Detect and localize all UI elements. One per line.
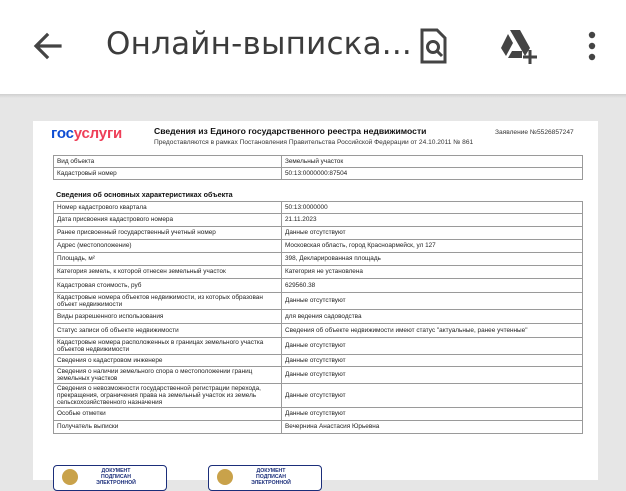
row-label: Вид объекта (54, 156, 282, 168)
row-value: 50:13:0000000:87504 (282, 168, 583, 180)
row-value: Категория не установлена (282, 266, 583, 279)
stamp-text: ДОКУМЕНТ ПОДПИСАН ЭЛЕКТРОННОЙ (96, 468, 136, 486)
row-value: Земельный участок (282, 156, 583, 168)
row-label: Особые отметки (54, 408, 282, 421)
back-arrow-icon[interactable] (30, 28, 66, 64)
app-bar (0, 0, 626, 94)
row-value: 21.11.2023 (282, 214, 583, 227)
row-value: 629560.38 (282, 279, 583, 293)
row-value: Данные отсутствуют (282, 227, 583, 240)
table-row (54, 355, 583, 367)
signature-stamp (208, 465, 322, 491)
table-row (54, 156, 583, 168)
row-label: Дата присвоения кадастрового номера (54, 214, 282, 227)
row-value: Вечернина Анастасия Юрьевна (282, 421, 583, 434)
table-row (54, 214, 583, 227)
row-value: Данные отсутствуют (282, 293, 583, 310)
coat-of-arms-icon (62, 469, 78, 485)
table-row (54, 384, 583, 408)
row-label: Сведения о невозможности государственной регистрации перехода, прекращения, ограничения права на земельный участок из земель сельскохозяйственного назначения (54, 384, 282, 408)
document-subtitle: Предоставляются в рамках Постановления Правительства Российской Федерации от 24.10.2011 № 861 (154, 139, 474, 146)
signature-stamp (53, 465, 167, 491)
table-row (54, 253, 583, 266)
row-label: Ранее присвоенный государственный учетный номер (54, 227, 282, 240)
row-value: Данные отсутствуют (282, 338, 583, 355)
page-title: Онлайн-выписка... (106, 26, 412, 62)
table-row (54, 168, 583, 180)
document-title: Сведения из Единого государственного реестра недвижимости (154, 126, 427, 136)
table-row (54, 266, 583, 279)
section-title: Сведения об основных характеристиках объекта (56, 190, 233, 199)
table-row (54, 367, 583, 384)
row-value: Сведения об объекте недвижимости имеют статус "актуальные, ранее учтенные" (282, 324, 583, 338)
document-page[interactable] (33, 121, 598, 486)
row-value: Данные отсутствуют (282, 384, 583, 408)
object-table (53, 155, 583, 180)
document-search-icon[interactable] (414, 26, 452, 66)
characteristics-table (53, 201, 583, 434)
row-label: Кадастровые номера объектов недвижимости, из которых образован объект недвижимости (54, 293, 282, 310)
table-row (54, 408, 583, 421)
coat-of-arms-icon (217, 469, 233, 485)
row-label: Номер кадастрового квартала (54, 202, 282, 214)
table-row (54, 338, 583, 355)
row-value: Данные отсутствуют (282, 355, 583, 367)
add-to-drive-icon[interactable] (496, 26, 534, 66)
row-value: для ведения садоводства (282, 310, 583, 324)
stamp-text: ДОКУМЕНТ ПОДПИСАН ЭЛЕКТРОННОЙ (251, 468, 291, 486)
row-label: Статус записи об объекте недвижимости (54, 324, 282, 338)
row-label: Кадастровые номера расположенных в границах земельного участка объектов недвижимости (54, 338, 282, 355)
row-label: Категория земель, к которой отнесен земельный участок (54, 266, 282, 279)
row-label: Кадастровый номер (54, 168, 282, 180)
row-value: Данные отсутствуют (282, 408, 583, 421)
table-row (54, 227, 583, 240)
table-row (54, 324, 583, 338)
table-row (54, 240, 583, 253)
row-label: Кадастровая стоимость, руб (54, 279, 282, 293)
gosuslugi-logo: госуслуги (51, 125, 123, 142)
appbar-shadow (0, 94, 626, 98)
table-row (54, 279, 583, 293)
row-label: Получатель выписки (54, 421, 282, 434)
table-row (54, 202, 583, 214)
table-row (54, 293, 583, 310)
row-value: Данные отсутствуют (282, 367, 583, 384)
table-row (54, 310, 583, 324)
row-label: Сведения о кадастровом инженере (54, 355, 282, 367)
table-row (54, 421, 583, 434)
row-value: 398, Декларированная площадь (282, 253, 583, 266)
row-label: Площадь, м² (54, 253, 282, 266)
statement-number: Заявление №5526857247 (495, 129, 574, 136)
row-value: 50:13:0000000 (282, 202, 583, 214)
row-label: Виды разрешенного использования (54, 310, 282, 324)
row-label: Сведения о наличии земельного спора о местоположении границ земельных участков (54, 367, 282, 384)
row-value: Московская область, город Красноармейск, ул 127 (282, 240, 583, 253)
more-vert-icon[interactable] (578, 26, 606, 66)
row-label: Адрес (местоположение) (54, 240, 282, 253)
